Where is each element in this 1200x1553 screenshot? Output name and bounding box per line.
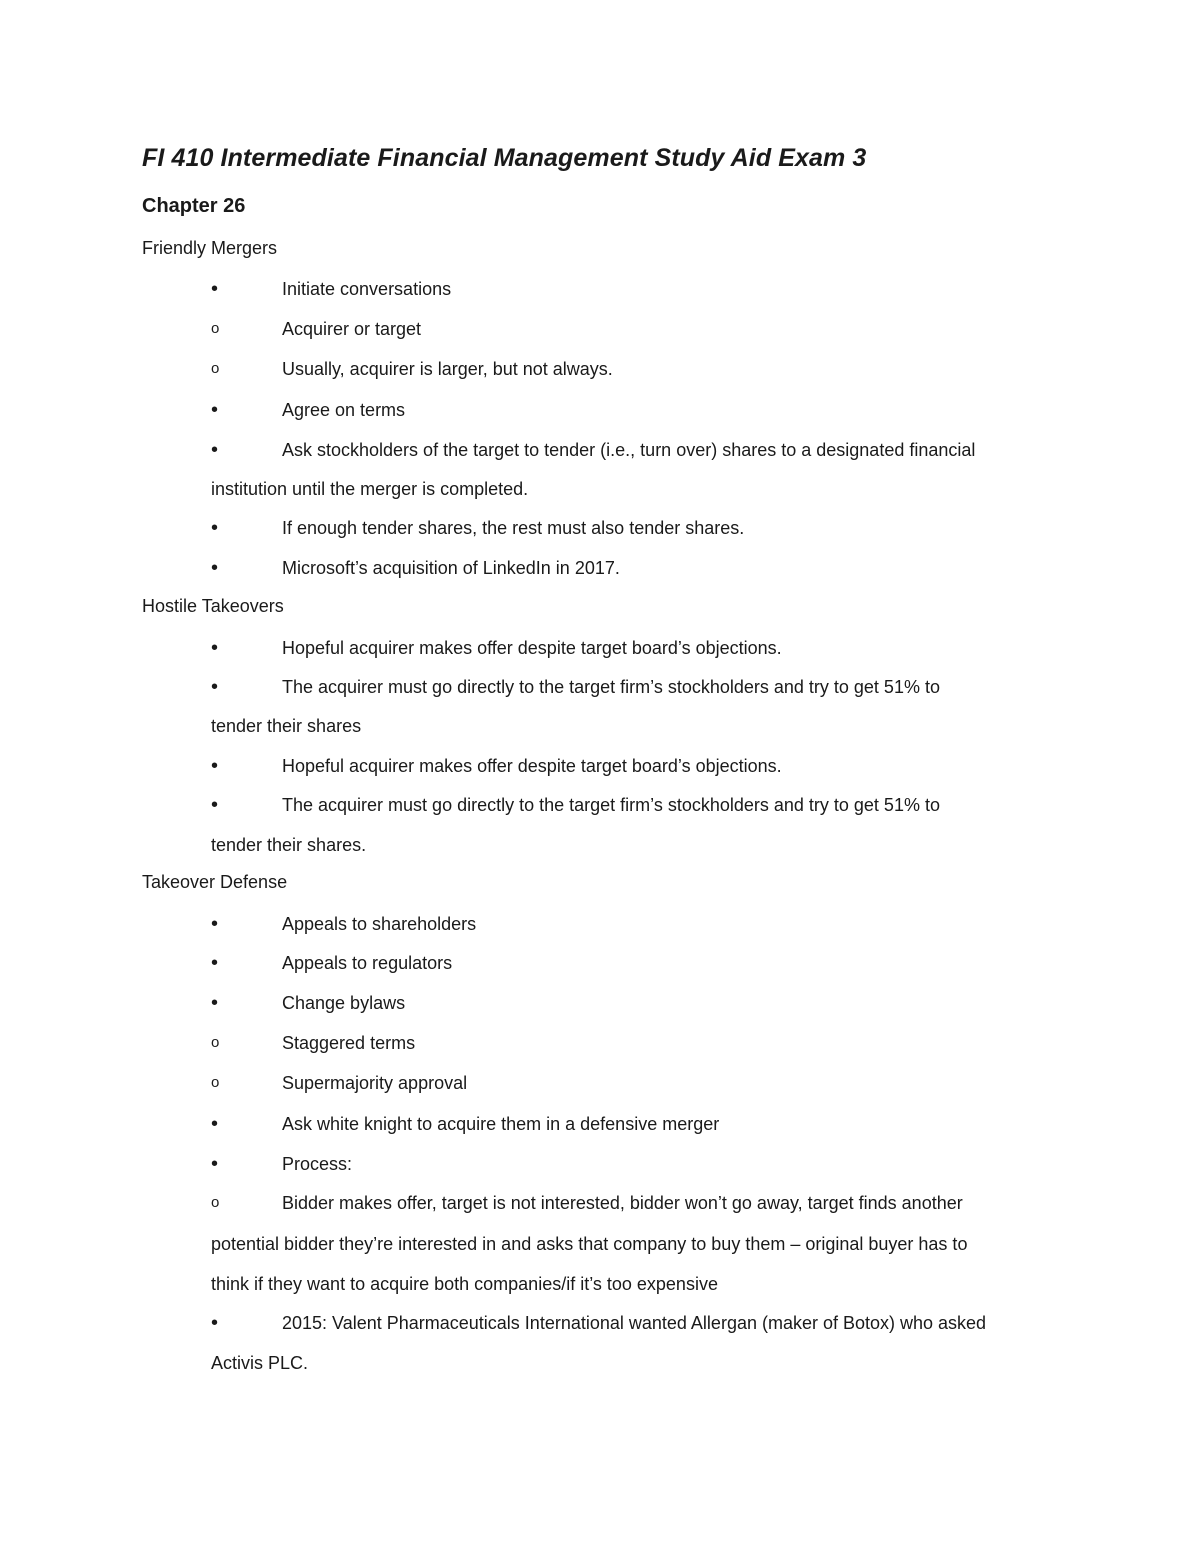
- list-item-text: Agree on terms: [282, 400, 406, 420]
- list-item: [0, 1030, 1200, 1060]
- list-item: [0, 674, 1200, 704]
- bullet-marker: •: [211, 399, 219, 421]
- list-item: [0, 950, 1200, 980]
- section-heading-friendly-mergers: Friendly Mergers: [142, 238, 278, 258]
- list-item: [0, 1310, 1200, 1340]
- list-item-text: Appeals to regulators: [282, 953, 453, 973]
- sub-bullet-marker: o: [211, 1194, 220, 1211]
- list-item-text: Staggered terms: [282, 1033, 416, 1053]
- sub-bullet-marker: o: [211, 1034, 220, 1051]
- list-item-text: Hopeful acquirer makes offer despite target board’s objections.: [282, 756, 782, 776]
- list-item: [0, 1151, 1200, 1181]
- list-item-text: Microsoft’s acquisition of LinkedIn in 2017.: [282, 558, 620, 578]
- bullet-marker: •: [211, 952, 219, 974]
- list-item: [0, 1070, 1200, 1100]
- bullet-marker: •: [211, 278, 219, 300]
- list-item-text: If enough tender shares, the rest must also tender shares.: [282, 518, 745, 538]
- bullet-marker: •: [211, 637, 219, 659]
- sub-bullet-marker: o: [211, 320, 220, 337]
- list-item-text: Hopeful acquirer makes offer despite target board’s objections.: [282, 638, 782, 658]
- bullet-marker: •: [211, 557, 219, 579]
- list-item-continuation: tender their shares.: [211, 835, 367, 855]
- bullet-marker: •: [211, 676, 219, 698]
- list-item: [0, 753, 1200, 783]
- bullet-marker: •: [211, 1312, 219, 1334]
- list-item: [0, 1111, 1200, 1141]
- list-item: [0, 990, 1200, 1020]
- bullet-marker: •: [211, 794, 219, 816]
- bullet-marker: •: [211, 913, 219, 935]
- list-item-text: Bidder makes offer, target is not interested, bidder won’t go away, target finds another: [282, 1193, 963, 1213]
- list-item: [0, 316, 1200, 346]
- list-item-text: Change bylaws: [282, 993, 406, 1013]
- list-item: [0, 635, 1200, 665]
- list-item-text: The acquirer must go directly to the target firm’s stockholders and try to get 51% to: [282, 677, 940, 697]
- list-item-continuation: tender their shares: [211, 716, 362, 736]
- list-item: [0, 555, 1200, 585]
- list-item-text: Supermajority approval: [282, 1073, 468, 1093]
- list-item-text: The acquirer must go directly to the target firm’s stockholders and try to get 51% to: [282, 795, 940, 815]
- list-item: [0, 397, 1200, 427]
- list-item-text: 2015: Valent Pharmaceuticals International wanted Allergan (maker of Botox) who asked: [282, 1313, 987, 1333]
- list-item-continuation: institution until the merger is completed.: [211, 479, 529, 499]
- list-item-text: Acquirer or target: [282, 319, 422, 339]
- list-item: [0, 515, 1200, 545]
- bullet-marker: •: [211, 439, 219, 461]
- list-item-text: Process:: [282, 1154, 353, 1174]
- list-item: [0, 911, 1200, 941]
- bullet-marker: •: [211, 1153, 219, 1175]
- list-item: [0, 276, 1200, 306]
- list-item-continuation: potential bidder they’re interested in and asks that company to buy them – original buyer has to: [211, 1234, 968, 1254]
- bullet-marker: •: [211, 517, 219, 539]
- list-item: [0, 437, 1200, 467]
- document-title: FI 410 Intermediate Financial Management Study Aid Exam 3: [142, 144, 867, 172]
- list-item-text: Appeals to shareholders: [282, 914, 477, 934]
- list-item-text: Initiate conversations: [282, 279, 452, 299]
- list-item-text: Usually, acquirer is larger, but not always.: [282, 359, 613, 379]
- list-item-text: Ask white knight to acquire them in a defensive merger: [282, 1114, 720, 1134]
- section-heading-hostile-takeovers: Hostile Takeovers: [142, 596, 284, 616]
- list-item-continuation: think if they want to acquire both companies/if it’s too expensive: [211, 1274, 718, 1294]
- bullet-marker: •: [211, 1113, 219, 1135]
- chapter-heading: Chapter 26: [142, 195, 246, 217]
- sub-bullet-marker: o: [211, 1074, 220, 1091]
- bullet-marker: •: [211, 992, 219, 1014]
- list-item: [0, 1190, 1200, 1220]
- list-item: [0, 792, 1200, 822]
- sub-bullet-marker: o: [211, 360, 220, 377]
- list-item-text: Ask stockholders of the target to tender (i.e., turn over) shares to a designated financial: [282, 440, 976, 460]
- list-item: [0, 356, 1200, 386]
- list-item-continuation: Activis PLC.: [211, 1353, 309, 1373]
- section-heading-takeover-defense: Takeover Defense: [142, 872, 288, 892]
- bullet-marker: •: [211, 755, 219, 777]
